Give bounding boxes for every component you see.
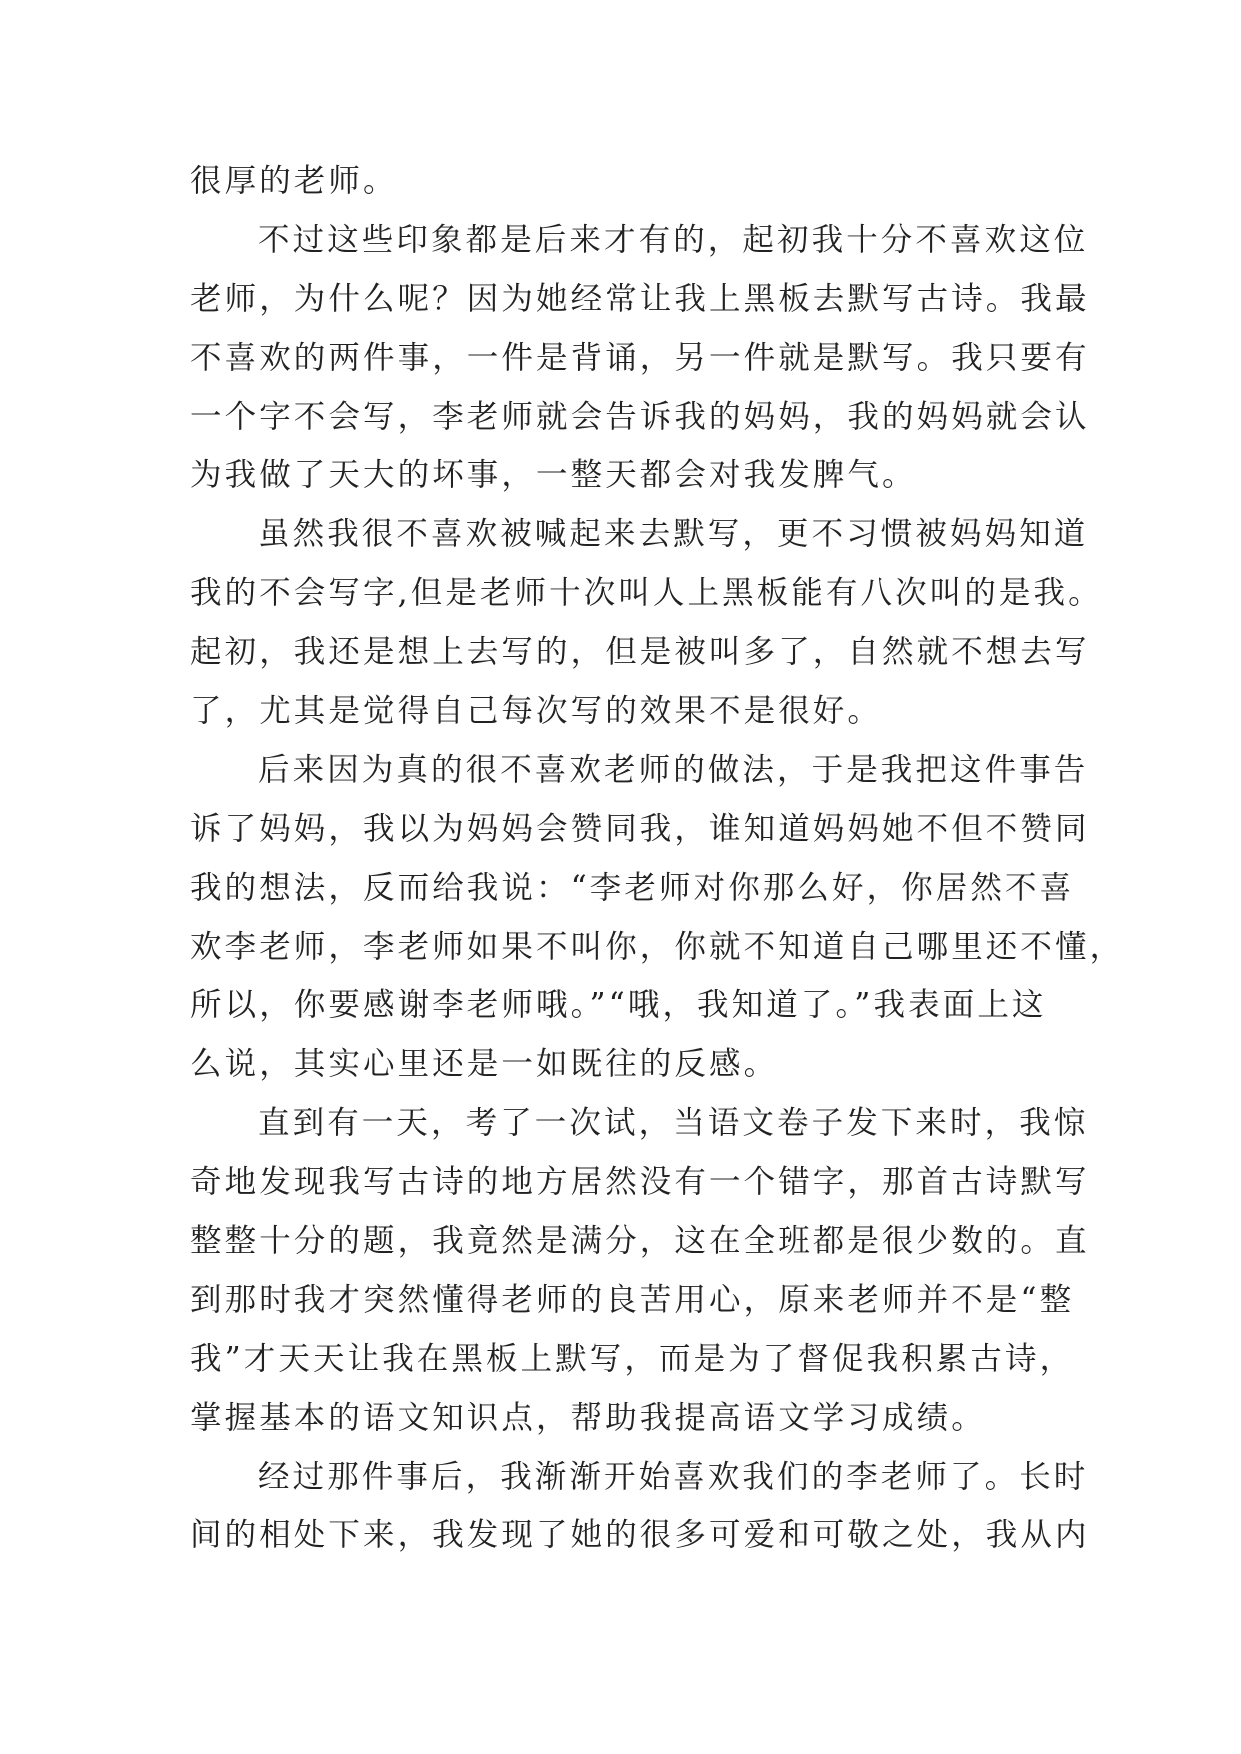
text-line: 一个字不会写，李老师就会告诉我的妈妈，我的妈妈就会认 (190, 398, 1090, 435)
text-line: 我的不会写字,但是老师十次叫人上黑板能有八次叫的是我。 (190, 575, 1103, 612)
paragraph-first-line: 不过这些印象都是后来才有的，起初我十分不喜欢这位 (258, 221, 1089, 258)
paragraph-first-line: 虽然我很不喜欢被喊起来去默写，更不习惯被妈妈知道 (258, 516, 1089, 553)
text-line: 奇地发现我写古诗的地方居然没有一个错字，那首古诗默写 (190, 1164, 1090, 1201)
text-line: 老师，为什么呢？因为她经常让我上黑板去默写古诗。我最 (190, 280, 1090, 317)
text-line: 所以，你要感谢李老师哦。”“哦，我知道了。”我表面上这 (190, 987, 1047, 1024)
text-line: 起初，我还是想上去写的，但是被叫多了，自然就不想去写 (190, 634, 1090, 671)
essay-text-body (190, 152, 1125, 1565)
text-line: 我的想法，反而给我说：“李老师对你那么好，你居然不喜 (190, 869, 1075, 906)
text-line: 欢李老师，李老师如果不叫你，你就不知道自己哪里还不懂， (190, 928, 1125, 965)
text-line: 为我做了天大的坏事，一整天都会对我发脾气。 (190, 457, 917, 494)
paragraph-first-line: 直到有一天，考了一次试，当语文卷子发下来时，我惊 (258, 1105, 1089, 1142)
text-line: 么说，其实心里还是一如既往的反感。 (190, 1046, 779, 1083)
text-line: 诉了妈妈，我以为妈妈会赞同我，谁知道妈妈她不但不赞同 (190, 810, 1090, 847)
paragraph-first-line: 经过那件事后，我渐渐开始喜欢我们的李老师了。长时 (258, 1458, 1089, 1495)
paragraph-first-line: 后来因为真的很不喜欢老师的做法，于是我把这件事告 (258, 751, 1089, 788)
text-line: 整整十分的题，我竟然是满分，这在全班都是很少数的。直 (190, 1223, 1090, 1260)
text-line: 了，尤其是觉得自己每次写的效果不是很好。 (190, 693, 883, 730)
text-line: 不喜欢的两件事，一件是背诵，另一件就是默写。我只要有 (190, 339, 1090, 376)
text-line: 我”才天天让我在黑板上默写，而是为了督促我积累古诗， (190, 1340, 1075, 1377)
text-line: 很厚的老师。 (190, 163, 398, 199)
text-line: 掌握基本的语文知识点，帮助我提高语文学习成绩。 (190, 1399, 986, 1436)
text-line: 到那时我才突然懂得老师的良苦用心，原来老师并不是“整 (190, 1281, 1075, 1318)
text-line: 间的相处下来，我发现了她的很多可爱和可敬之处，我从内 (190, 1517, 1090, 1554)
